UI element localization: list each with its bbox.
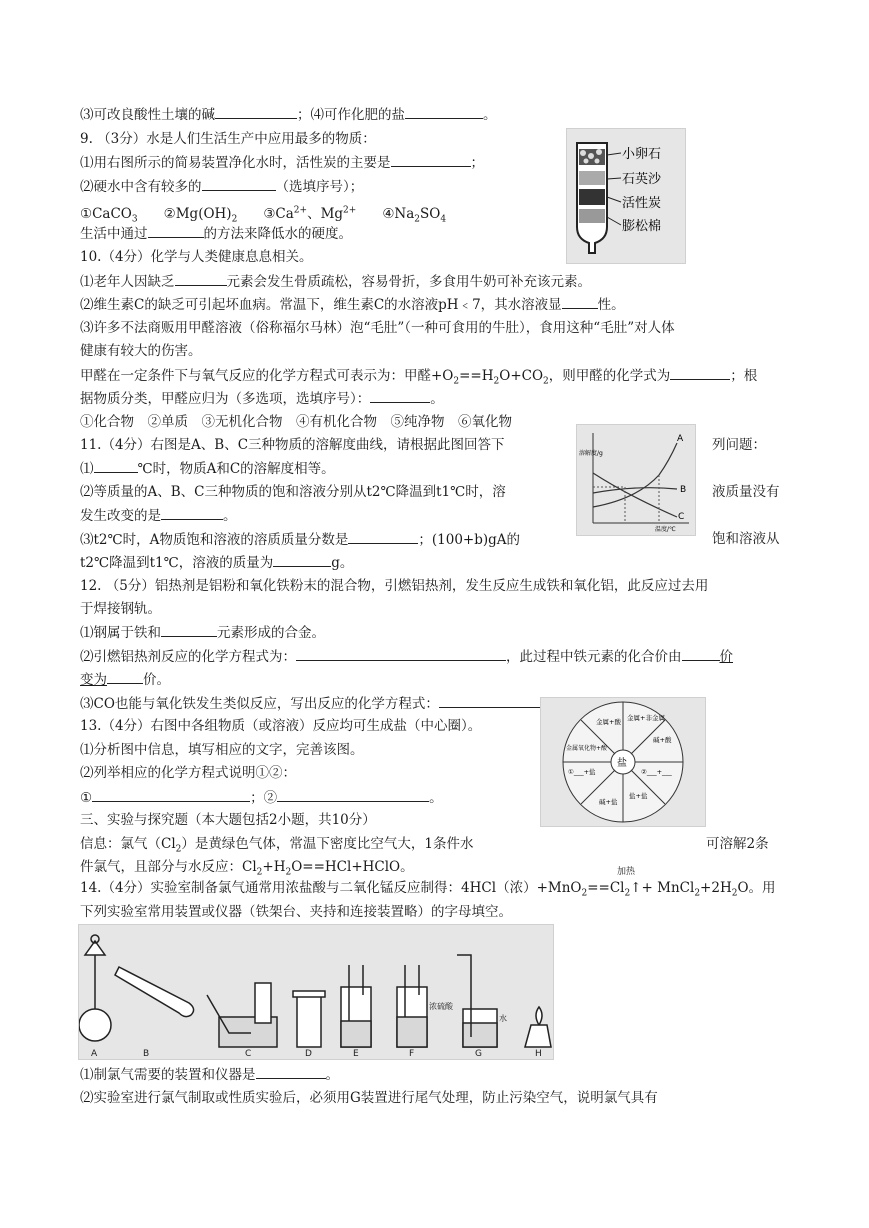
q9-opt1: ①CaCO$_3$ — [80, 205, 138, 225]
wheel-s2: 金属+非金属 — [627, 714, 665, 722]
salt-wheel-figure — [540, 697, 706, 827]
q9-options — [80, 200, 447, 225]
q14-title-f: 下列实验室常用装置或仪器（铁架台、夹持和连接装置略）的字母填空。 — [80, 904, 512, 920]
q10-title: 10.（4分）化学与人类健康息息相关。 — [80, 249, 313, 265]
q8-blank-2[interactable] — [405, 104, 483, 119]
sec3-info-a: 信息：氯气（Cl — [80, 836, 176, 852]
sec3-info-c-text: 件氯气，且部分与水反应：Cl — [80, 859, 257, 875]
q12-p1-a: ⑴钢属于铁和 — [80, 625, 161, 641]
q13-p3-a: ① — [80, 790, 93, 806]
label-g: G — [475, 1049, 482, 1059]
sec3-info: 信息：氯气$(Cl_2)$是黄绿色气体，常温下密度比空气大，1条件水 — [80, 836, 474, 855]
q12-p2 — [80, 646, 733, 666]
q12-p2-cont — [80, 669, 170, 689]
apparatus-h — [525, 1007, 551, 1047]
filter-label-sand: 石英沙 — [622, 172, 662, 187]
wheel-s1: 金属+酸 — [596, 718, 621, 726]
q11-title: 11.（4分）右图是A、B、C三种物质的溶解度曲线，请根据此图回答下 — [80, 437, 505, 453]
curve-c-label: C — [678, 512, 685, 522]
q11-p3-d: g。 — [331, 555, 354, 571]
wheel-s7: ①___+盐 — [568, 768, 596, 776]
wheel-center: 盐 — [617, 758, 627, 769]
q10-blank-4[interactable] — [370, 388, 430, 403]
q13-title: 13.（4分）右图中各组物质（或溶液）反应均可生成盐（中心圈）。 — [80, 718, 482, 734]
q14-p1-b: 。 — [325, 1067, 339, 1083]
apparatus-figure — [78, 924, 554, 1060]
q9-blank-3[interactable] — [148, 223, 204, 238]
q14-p1-a: ⑴制氯气需要的装置和仪器是 — [80, 1067, 256, 1083]
q11-p1-b: ℃时，物质A和C的溶解度相等。 — [137, 461, 335, 477]
q9-p2-tail: （选填序号）； — [275, 179, 364, 195]
q10-p4-a: 甲醛在一定条件下与氧气反应的化学方程式可表示为：甲醛+O — [80, 368, 454, 384]
q8-blank-1[interactable] — [215, 104, 297, 119]
wheel-s5: 盐+盐 — [629, 792, 648, 800]
apparatus-e — [341, 965, 371, 1047]
label-e: E — [353, 1049, 359, 1059]
q12-p3-a: ⑶CO也能与氧化铁发生类似反应，写出反应的化学方程式： — [80, 696, 439, 712]
q9-p2-text: ⑵硬水中含有较多的 — [80, 179, 202, 195]
q14-p2: ⑵实验室进行氯气制取或性质实验后，必须用G装置进行尾气处理，防止污染空气，说明氯气具有 — [80, 1090, 658, 1106]
q10-p5 — [80, 388, 444, 408]
q10-p2-b: 性。 — [597, 297, 625, 313]
q10-p4-b: ==H — [459, 368, 494, 384]
q9-blank-2[interactable] — [202, 176, 276, 191]
q12-blank-2[interactable] — [296, 646, 506, 661]
sec3-title: 三、实验与探究题（本大题包括2小题，共10分） — [80, 812, 376, 828]
q11-blank-1[interactable] — [94, 458, 138, 473]
q11-p3c — [80, 552, 353, 572]
q12-p1 — [80, 622, 325, 642]
q14-title-a: 14.（4分）实验室制备氯气通常用浓盐酸与二氧化锰反应制得：4HCl（浓）+MnO — [80, 880, 582, 896]
q11-blank-4[interactable] — [273, 552, 331, 567]
q12-p2-a: ⑵引燃铝热剂反应的化学方程式为： — [80, 649, 296, 665]
q10-blank-1[interactable] — [175, 271, 227, 286]
q10-p1 — [80, 271, 591, 291]
q11-p2b — [80, 505, 237, 525]
filter-label-pebble: 小卵石 — [622, 147, 662, 162]
q14-blank-1[interactable] — [256, 1064, 326, 1079]
q12-p1-b: 元素形成的合金。 — [217, 625, 325, 641]
q10-p1-b: 元素会发生骨质疏松，容易骨折，多食用牛奶可补充该元素。 — [226, 274, 591, 290]
q10-p2 — [80, 294, 625, 314]
q8-part4: ；⑷可作化肥的盐 — [297, 107, 405, 123]
water-filter-figure — [566, 128, 686, 264]
q11-p1 — [80, 458, 335, 478]
q9-p2 — [80, 176, 363, 196]
q13-blank-1[interactable] — [92, 787, 250, 802]
q14-p1 — [80, 1064, 339, 1084]
q9-p1-text: ⑴用右图所示的简易装置净化水时，活性炭的主要是 — [80, 155, 391, 171]
q11-blank-2[interactable] — [161, 505, 223, 520]
apparatus-f — [397, 965, 427, 1047]
curve-c — [593, 473, 677, 517]
q12-title-b: 于焊接钢轨。 — [80, 601, 161, 617]
apparatus-b — [115, 967, 194, 1017]
q13-p3-c: 。 — [429, 790, 443, 806]
q9-p3-a: 生活中通过 — [80, 226, 148, 242]
wheel-s8: 金属氧化物+酸 — [566, 745, 608, 752]
q9-opt3: $③Ca^{2+}$、$Mg^{2+}$ — [263, 205, 357, 222]
label-f-acid: 浓硫酸 — [429, 1002, 453, 1011]
apparatus-g — [457, 955, 497, 1047]
q10-p3a: ⑶许多不法商贩用甲醛溶液（俗称福尔马林）泡“毛肚”（一种可食用的牛肚），食用这种“毛肚”对人体 — [80, 320, 675, 336]
q13-p3-b: ；② — [250, 790, 278, 806]
q11-p2a: ⑵等质量的A、B、C三种物质的饱和溶液分别从t2℃降温到t1℃时，溶 — [80, 484, 506, 500]
label-g-water: 水 — [499, 1014, 507, 1023]
q9-blank-1[interactable] — [391, 152, 471, 167]
q10-p2-a: ⑵维生素C的缺乏可引起坏血病。常温下，维生素C的水溶液pH﹤7，其水溶液显 — [80, 297, 562, 313]
q9-opt2: $②Mg(OH)_2$ — [163, 205, 238, 225]
sec3-info-b: ）是黄绿色气体，常温下密度比空气大，1条件水 — [181, 836, 474, 852]
label-h: H — [535, 1049, 542, 1059]
wheel-s4: ②___+___ — [641, 768, 672, 776]
q9-p1-end: ； — [470, 155, 484, 171]
sec3-info-tail: 可溶解2条 — [706, 836, 769, 852]
curve-b — [593, 488, 677, 493]
q10-options: ①化合物 ②单质 ③无机化合物 ④有机化合物 ⑤纯净物 ⑥氧化物 — [80, 414, 512, 430]
sec3-info-c: 件氯气，且部分与水反应：$Cl_2+H_2O==HCl+HClO$。 — [80, 859, 414, 878]
q10-blank-3[interactable] — [670, 365, 730, 380]
q11-p1-a: ⑴ — [80, 461, 94, 477]
q12-p2-b: ，此过程中铁元素的化合价由 — [506, 649, 682, 665]
q14-title: 14.（4分）实验室制备氯气通常用浓盐酸与二氧化锰反应制得：4HCl（浓）$+MnO_2==Cl_2↑+$ $MnCl_2+2H_2O$。用 — [80, 880, 776, 899]
q11-p2-c: 。 — [223, 508, 237, 524]
q10-p5-b: 。 — [430, 391, 444, 407]
filter-label-carbon: 活性炭 — [622, 196, 662, 211]
q10-p4-d: ，则甲醛的化学式为 — [548, 368, 671, 384]
q13-p3 — [80, 787, 443, 807]
q11-blank-3[interactable] — [348, 529, 418, 544]
q12-title-a: 12. （5分）铝热剂是铝粉和氧化铁粉末的混合物，引燃铝热剂，发生反应生成铁和氧化铝，此反应过去用 — [80, 578, 709, 594]
label-a: A — [91, 1049, 98, 1059]
label-c: C — [245, 1049, 252, 1059]
q9-p3 — [80, 223, 352, 243]
label-d: D — [305, 1049, 312, 1059]
q10-p3b: 健康有较大的伤害。 — [80, 343, 202, 359]
curve-b-label: B — [680, 485, 687, 495]
q11-p3-b: ；(100+b)gA的 — [418, 532, 521, 548]
q11-p2-b: 发生改变的是 — [80, 508, 161, 524]
q8-end: 。 — [483, 107, 497, 123]
q10-p4-e: ；根 — [730, 368, 758, 384]
sol-yaxis-label: 溶解度/g — [579, 450, 603, 457]
q11-p3-tail: 饱和溶液从 — [712, 531, 780, 547]
q10-p4-c: O+CO — [499, 368, 544, 384]
apparatus-c — [207, 983, 277, 1047]
q13-p1: ⑴分析图中信息，填写相应的文字，完善该图。 — [80, 742, 364, 758]
q9-opt4: $④Na_2SO_4$ — [382, 205, 447, 225]
q9-title: 9. （3分）水是人们生活生产中应用最多的物质： — [80, 131, 376, 147]
label-f: F — [409, 1049, 415, 1059]
apparatus-a — [79, 935, 111, 1041]
q14-heat-label: 加热 — [617, 867, 636, 877]
q11-p3 — [80, 529, 520, 549]
q13-p2: ⑵列举相应的化学方程式说明①②： — [80, 765, 296, 781]
q10-p1-a: ⑴老年人因缺乏 — [80, 274, 175, 290]
q8-line — [80, 104, 497, 124]
q12-blank-4[interactable] — [107, 669, 143, 684]
sol-xaxis-label: 温度/℃ — [655, 526, 676, 533]
q12-p2-e: 价。 — [143, 672, 170, 688]
q11-p3-c: t2℃降温到t1℃，溶液的质量为 — [80, 555, 274, 571]
q9-p3-b: 的方法来降低水的硬度。 — [203, 226, 352, 242]
filter-label-cotton: 膨松棉 — [622, 219, 662, 234]
q10-p4: 甲醛在一定条件下与氧气反应的化学方程式可表示为：甲醛$+O_2==H_2O+CO_2$，则甲醛的化学式为 ；根 — [80, 365, 757, 385]
solubility-curve-figure — [576, 424, 696, 536]
curve-a-label: A — [677, 434, 684, 444]
q12-p2-c: 价 — [719, 649, 733, 665]
q11-title-tail: 列问题： — [712, 437, 766, 453]
q10-blank-2[interactable] — [562, 294, 598, 309]
q10-p5-a: 据物质分类，甲醛应归为（多选项，选填序号）： — [80, 391, 371, 407]
q12-p2-d: 变为 — [80, 672, 107, 688]
q9-p1 — [80, 152, 484, 172]
q12-blank-1[interactable] — [161, 622, 217, 637]
apparatus-d — [293, 991, 325, 1047]
q11-p3-a: ⑶t2℃时，A物质饱和溶液的溶质质量分数是 — [80, 532, 349, 548]
q12-blank-3[interactable] — [682, 646, 720, 661]
q11-p2-tail: 液质量没有 — [712, 484, 780, 500]
q13-blank-2[interactable] — [277, 787, 429, 802]
q8-part3: ⑶可改良酸性土壤的碱 — [80, 107, 215, 123]
label-b: B — [143, 1049, 150, 1059]
wheel-s3: 碱+酸 — [653, 736, 672, 744]
wheel-s6: 碱+盐 — [599, 798, 618, 806]
